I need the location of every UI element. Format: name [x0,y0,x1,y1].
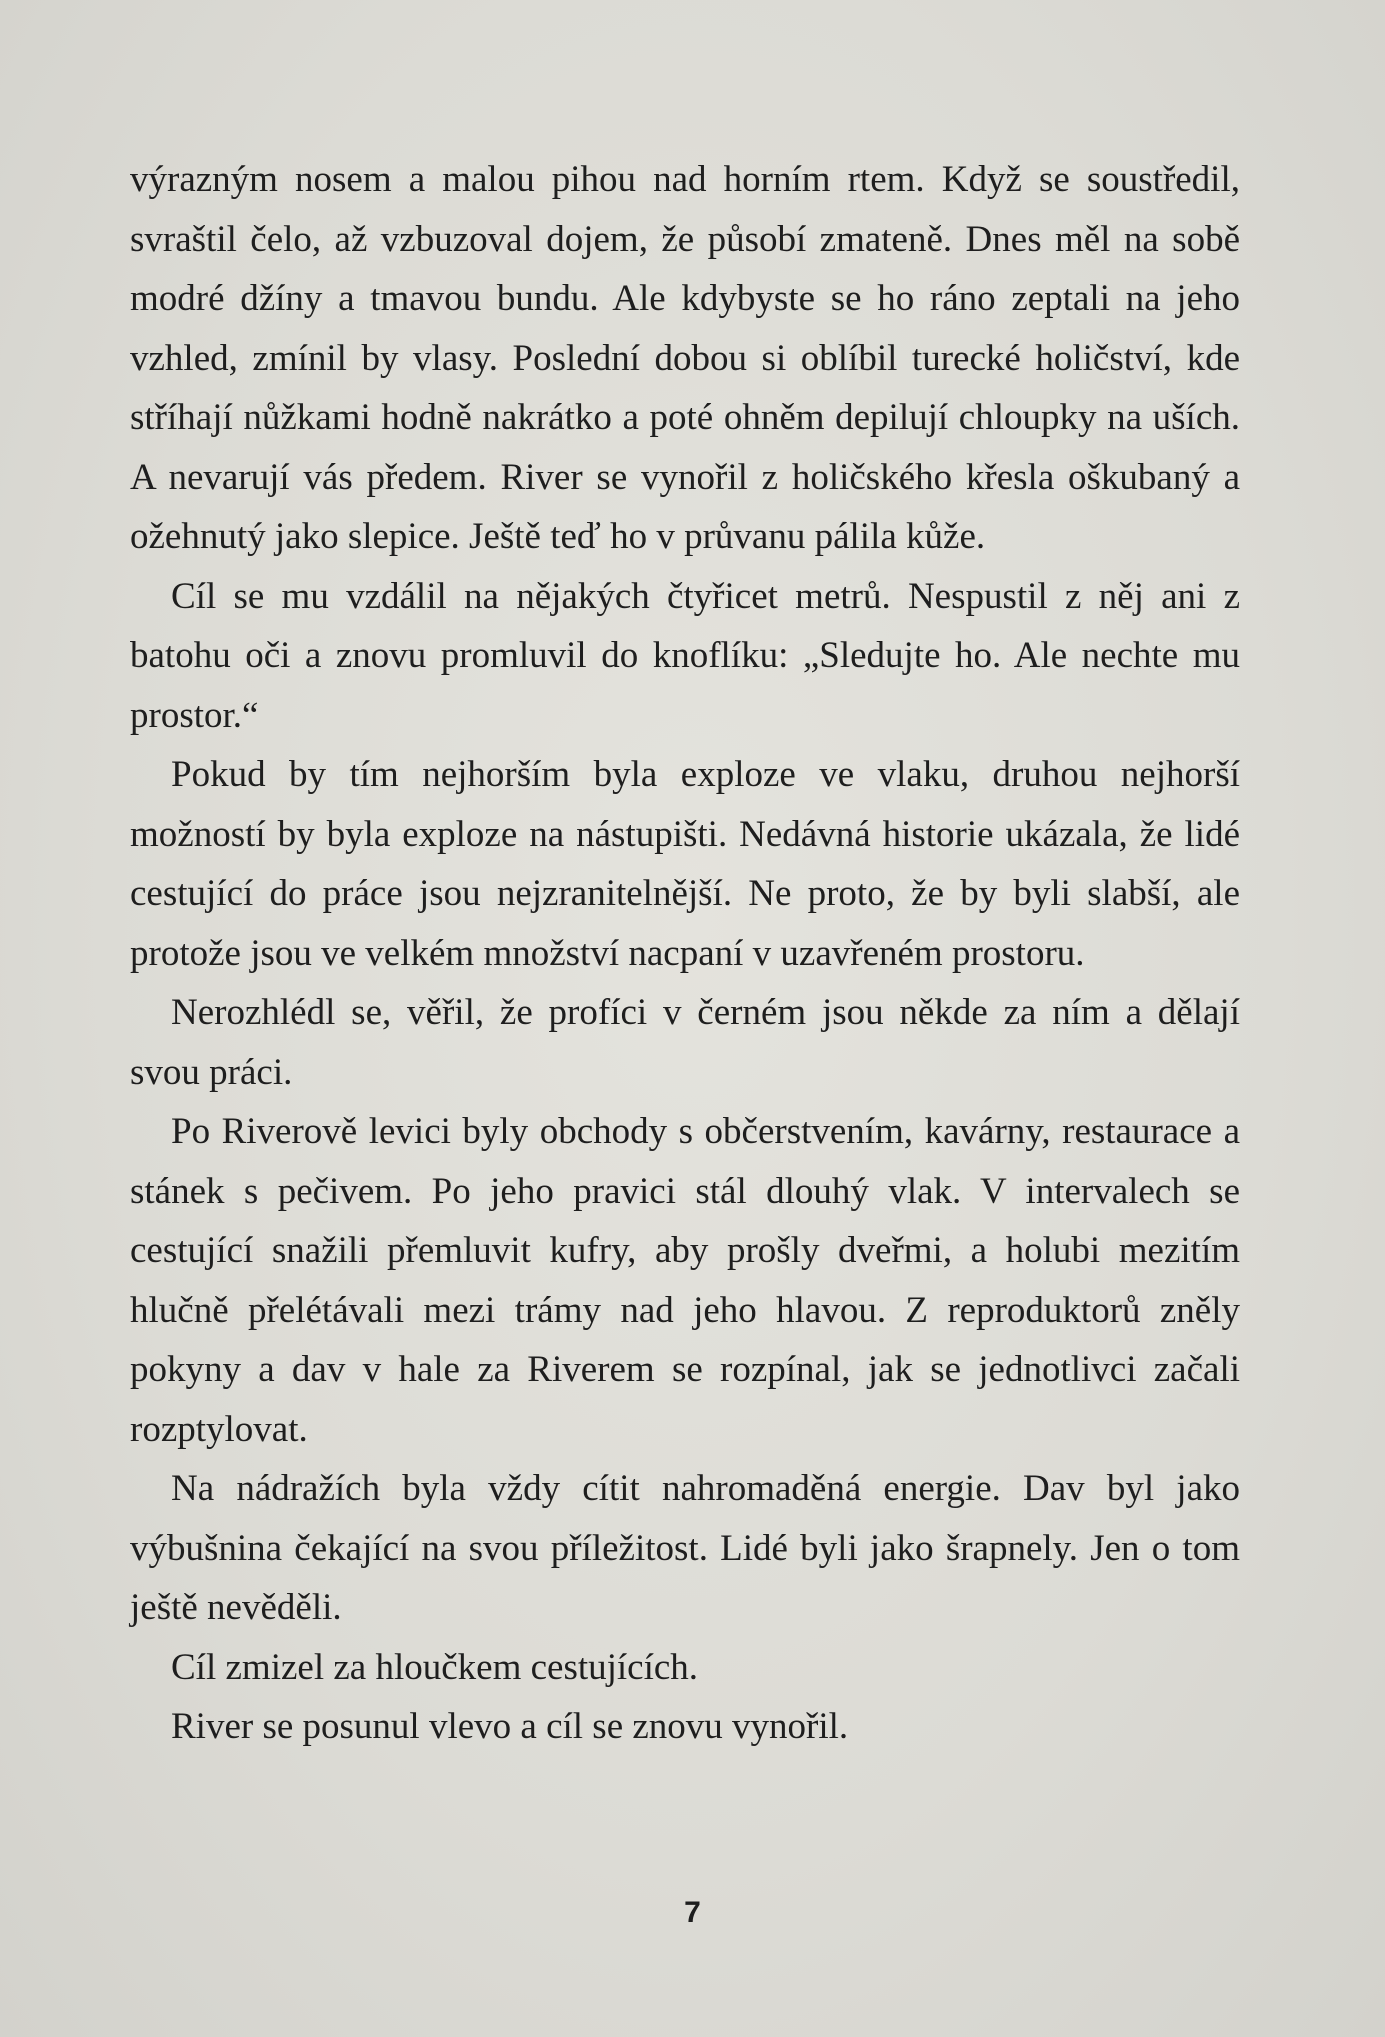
paragraph-6: Na nádražích byla vždy cítit nahromaděná energie. Dav byl jako výbušnina čekající na svou příležitost. Lidé byli jako šrapnely. Jen o tom ještě nevěděli. [130,1468,1240,1628]
body-text [130,150,1240,1757]
paragraph-1: výrazným nosem a malou pihou nad horním rtem. Když se soustředil, svraštil čelo, až vzbuzoval dojem, že působí zmateně. Dnes měl na sobě modré džíny a tmavou bundu. Ale kdybyste se ho ráno zeptali na jeho vzhled, zmínil by vlasy. Poslední dobou si oblíbil turecké holičství, kde stříhají nůžkami hodně nakrátko a poté ohněm depilují chloupky na uších. A nevarují vás předem. River se vynořil z holičského křesla oškubaný a ožehnutý jako slepice. Ještě teď ho v průvanu pálila kůže. [130,159,1240,557]
page-number: 7 [684,1896,701,1929]
paragraph-3: Pokud by tím nejhorším byla exploze ve vlaku, druhou nejhorší možností by byla exploze na nástupišti. Nedávná historie ukázala, že lidé cestující do práce jsou nejzranitelnější. Ne proto, že by byli slabší, ale protože jsou ve velkém množství nacpaní v uzavřeném prostoru. [130,754,1240,974]
paragraph-4: Nerozhlédl se, věřil, že profíci v černém jsou někde za ním a dělají svou práci. [130,992,1240,1093]
paragraph-2: Cíl se mu vzdálil na nějakých čtyřicet metrů. Nespustil z něj ani z batohu oči a znovu promluvil do knoflíku: „Sledujte ho. Ale nechte mu prostor.“ [130,575,1240,736]
paragraph-8: River se posunul vlevo a cíl se znovu vynořil. [171,1706,849,1747]
paragraph-5: Po Riverově levici byly obchody s občerstvením, kavárny, restaurace a stánek s pečivem. Po jeho pravici stál dlouhý vlak. V intervalech se cestující snažili přemluvit kufry, aby prošly dveřmi, a holubi mezitím hlučně přelétávali mezi trámy nad jeho hlavou. Z reproduktorů zněly pokyny a dav v hale za Riverem se rozpínal, jak se jednotlivci začali rozptylovat. [130,1111,1240,1450]
paragraph-7: Cíl zmizel za hloučkem cestujících. [171,1646,699,1688]
